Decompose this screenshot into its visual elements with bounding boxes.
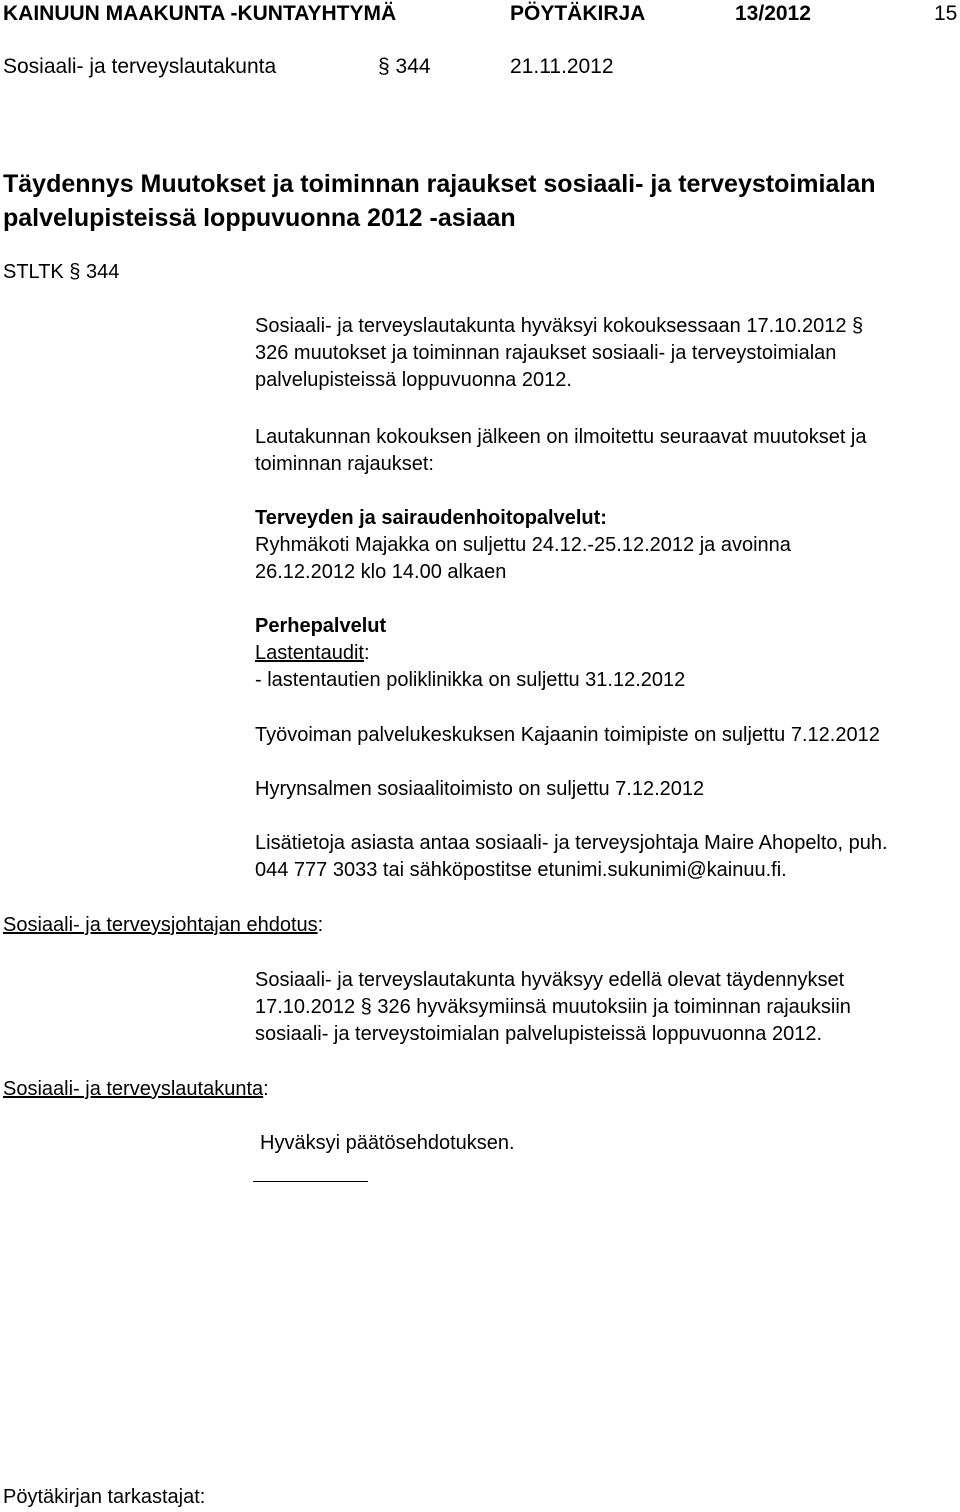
committee-name: Sosiaali- ja terveyslautakunta [3,55,277,78]
doc-type: PÖYTÄKIRJA [510,2,646,25]
footer-reviewers-label: Pöytäkirjan tarkastajat: [3,1486,206,1508]
decision-text: Hyväksyi päätösehdotuksen. [260,1132,515,1154]
decision-label-text: Sosiaali- ja terveyslautakunta [3,1078,264,1100]
pediatrics-label-colon: : [363,642,370,664]
pediatrics-label-text: Lastentaudit [255,642,364,664]
decision-label-colon: : [263,1078,269,1100]
health-services-line-2: 26.12.2012 klo 14.00 alkaen [255,561,507,583]
page-title-line-1: Täydennys Muutokset ja toiminnan rajaukset sosiaali- ja terveystoimialan [3,170,876,198]
section-number: § 344 [378,55,431,78]
contact-line-1: Lisätietoja asiasta antaa sosiaali- ja terveysjohtaja Maire Ahopelto, puh. [255,832,888,854]
decision-label [3,1076,269,1103]
proposal-label [3,912,323,939]
org-name: KAINUUN MAAKUNTA -KUNTAYHTYMÄ [3,2,397,25]
reference-code: STLTK § 344 [3,261,120,283]
intro-line-1: Sosiaali- ja terveyslautakunta hyväksyi kokouksessaan 17.10.2012 § [255,315,864,337]
page-title-line-2: palvelupisteissä loppuvuonna 2012 -asiaan [3,204,516,232]
health-services-line-1: Ryhmäkoti Majakka on suljettu 24.12.-25.12.2012 ja avoinna [255,534,791,556]
notice-line-2: toiminnan rajaukset: [255,453,434,475]
proposal-label-text: Sosiaali- ja terveysjohtajan ehdotus [3,914,318,936]
proposal-line-2: 17.10.2012 § 326 hyväksymiinsä muutoksiin ja toiminnan rajauksiin [255,996,851,1018]
proposal-label-colon: : [317,914,324,936]
proposal-line-3: sosiaali- ja terveystoimialan palvelupisteissä loppuvuonna 2012. [255,1023,823,1045]
intro-line-3: palvelupisteissä loppuvuonna 2012. [255,369,572,391]
family-services-heading: Perhepalvelut [255,615,387,637]
employment-notice: Työvoiman palvelukeskuksen Kajaanin toimipiste on suljettu 7.12.2012 [255,724,880,746]
notice-line-1: Lautakunnan kokouksen jälkeen on ilmoitettu seuraavat muutokset ja [255,426,867,448]
decision-underline-rule [253,1181,368,1182]
pediatrics-item: - lastentautien poliklinikka on suljettu 31.12.2012 [255,669,686,691]
contact-line-2: 044 777 3033 tai sähköpostitse etunimi.sukunimi@kainuu.fi. [255,859,787,881]
intro-line-2: 326 muutokset ja toiminnan rajaukset sosiaali- ja terveystoimialan [255,342,837,364]
proposal-line-1: Sosiaali- ja terveyslautakunta hyväksyy edellä olevat täydennykset [255,969,845,991]
page-number: 15 [934,2,958,25]
meeting-date: 21.11.2012 [510,55,614,78]
health-services-heading: Terveyden ja sairaudenhoitopalvelut: [255,507,607,529]
doc-number: 13/2012 [735,2,811,25]
hyrynsalmi-notice: Hyrynsalmen sosiaalitoimisto on suljettu 7.12.2012 [255,778,705,800]
pediatrics-label [255,640,370,667]
